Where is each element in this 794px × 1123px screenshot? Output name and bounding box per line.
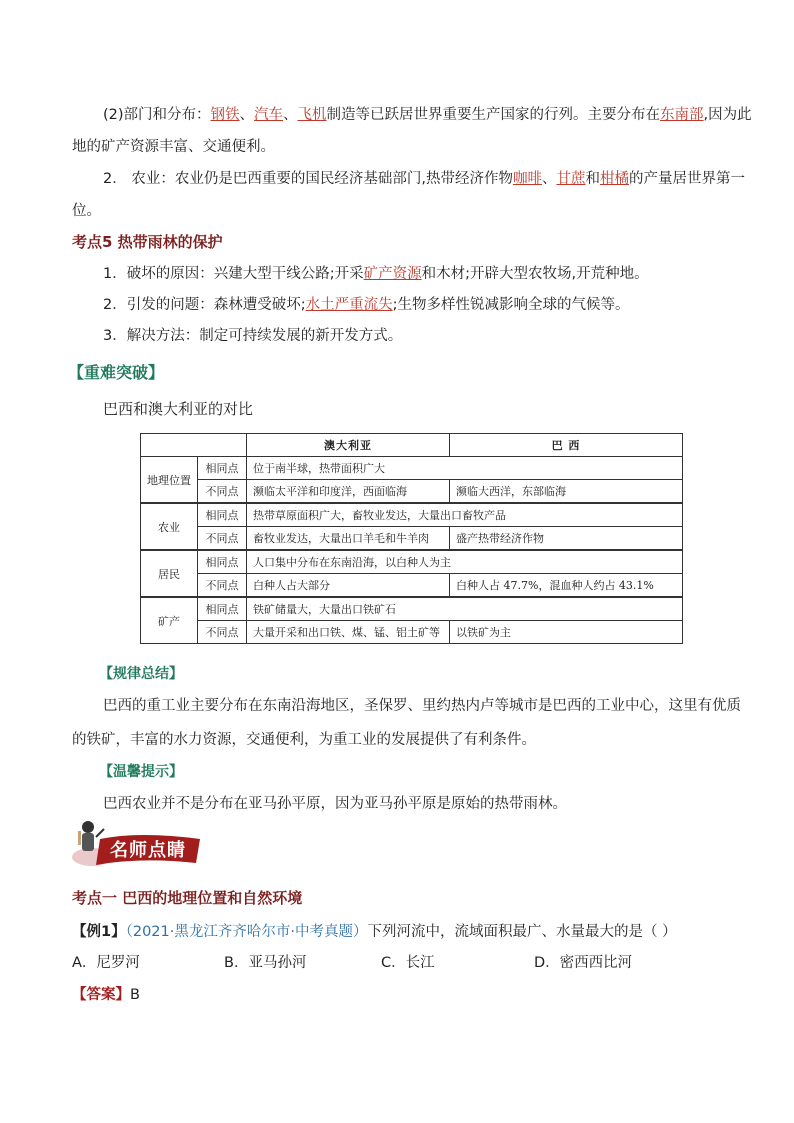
example-text: 下列河流中，流域面积最广、水量最大的是（ ） [367,924,677,940]
keyword: 飞机 [297,107,327,123]
header-brazil: 巴 西 [450,434,683,457]
table-row [141,621,683,644]
cell-brazil: 濒临大西洋，东部临海 [450,480,683,504]
keyword: 汽车 [254,107,284,123]
summary-heading: 【规律总结】 [99,666,183,682]
keyword: 矿产资源 [363,266,422,282]
cell-brazil: 白种人占 47.7%，混血种人约占 43.1% [450,574,683,598]
comparison-table [140,433,683,644]
row-subtype: 相同点 [198,550,247,574]
header-australia: 澳大利亚 [247,434,450,457]
merged-cell: 位于南半球，热带面积广大 [247,457,683,480]
row-category: 居民 [141,550,198,597]
industry-line-1: (2)部门和分布：钢铁、汽车、飞机制造等已跃居世界重要生产国家的行列。主要分布在东南部,因为此 [103,107,752,123]
keyword: 钢铁 [210,107,240,123]
table-subtitle: 巴西和澳大利亚的对比 [103,400,254,418]
example-question [72,920,677,941]
example-source: （2021·黑龙江齐齐哈尔市·中考真题） [125,924,368,940]
keyword: 东南部 [660,107,704,123]
row-subtype: 不同点 [198,480,247,504]
row-subtype: 不同点 [198,527,247,551]
row-subtype: 相同点 [198,503,247,527]
answer-label: 【答案】 [72,987,130,1003]
row-category: 地理位置 [141,457,198,504]
summary-line-2: 的铁矿，丰富的水力资源，交通便利，为重工业的发展提供了有利条件。 [72,732,536,748]
tip-heading: 【温馨提示】 [99,764,183,780]
option-d: D．密西西比河 [534,955,633,971]
cell-australia: 白种人占大部分 [247,574,450,598]
table-header-row [141,434,683,457]
cell-australia: 濒临太平洋和印度洋，西面临海 [247,480,450,504]
kp5-title: 考点5 热带雨林的保护 [72,233,223,251]
merged-cell: 铁矿储量大，大量出口铁矿石 [247,597,683,621]
cell-brazil: 盛产热带经济作物 [450,527,683,551]
row-subtype: 相同点 [198,457,247,480]
keyword: 咖啡 [512,171,542,187]
row-subtype: 不同点 [198,574,247,598]
option-c: C．长江 [381,955,435,971]
row-subtype: 相同点 [198,597,247,621]
keyword: 甘蔗 [556,171,586,187]
kp1-title: 考点一 巴西的地理位置和自然环境 [72,889,303,907]
cell-australia: 畜牧业发达，大量出口羊毛和牛羊肉 [247,527,450,551]
table-row [141,457,683,480]
row-category: 农业 [141,503,198,550]
keyword: 柑橘 [599,171,629,187]
merged-cell: 人口集中分布在东南沿海，以白种人为主 [247,550,683,574]
option-b: B．亚马孙河 [224,955,307,971]
kp5-item-2: 2．引发的问题：森林遭受破坏;水土严重流失;生物多样性锐减影响全球的气候等。 [103,297,630,313]
cell-brazil: 以铁矿为主 [450,621,683,644]
table-row [141,574,683,598]
example-label: 【例1】 [72,924,126,940]
agriculture-line-2: 位。 [72,203,101,219]
table-row [141,480,683,504]
option-a: A．尼罗河 [72,955,140,971]
kp5-item-3: 3．解决方法：制定可持续发展的新开发方式。 [103,328,403,344]
cell-australia: 大量开采和出口铁、煤、锰、铝土矿等 [247,621,450,644]
table-row [141,527,683,551]
answer-value: B [130,987,140,1003]
agriculture-line-1: 2． 农业：农业仍是巴西重要的国民经济基础部门,热带经济作物咖啡、甘蔗和柑橘的产量居世界第一 [103,171,745,187]
table-row [141,503,683,527]
teacher-badge [70,817,205,871]
merged-cell: 热带草原面积广大，畜牧业发达，大量出口畜牧产品 [247,503,683,527]
table-row [141,550,683,574]
industry-line-2: 地的矿产资源丰富、交通便利。 [72,139,275,155]
kp5-item-1: 1．破坏的原因：兴建大型干线公路;开采矿产资源和木材;开辟大型农牧场,开荒种地。 [103,266,649,282]
row-category: 矿产 [141,597,198,644]
table-row [141,597,683,621]
badge-label: 名师点睛 [110,840,186,861]
keyword: 水土严重流失 [305,297,393,313]
tip-line-1: 巴西农业并不是分布在亚马孙平原，因为亚马孙平原是原始的热带雨林。 [103,796,567,812]
breakthrough-heading: 【重难突破】 [68,363,165,382]
row-subtype: 不同点 [198,621,247,644]
answer [72,983,140,1004]
summary-line-1: 巴西的重工业主要分布在东南沿海地区，圣保罗、里约热内卢等城市是巴西的工业中心，这里有优质 [103,698,741,714]
